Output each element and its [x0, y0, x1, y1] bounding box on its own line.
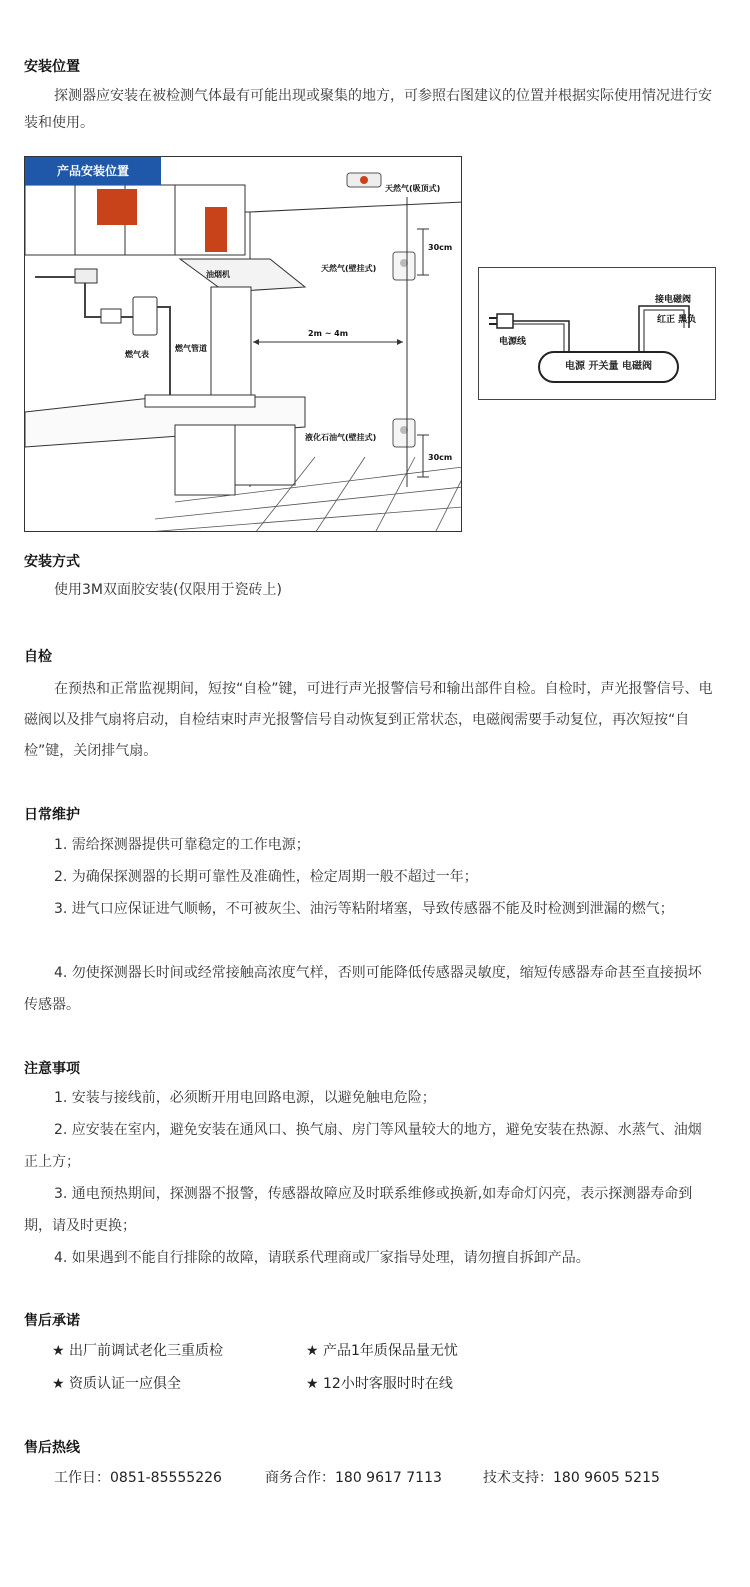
label-wall-ng: 天然气(壁挂式) — [321, 264, 377, 273]
kitchen-illustration — [25, 157, 462, 532]
figure-tag: 产品安装位置 — [25, 157, 161, 185]
self-check-text: 在预热和正常监视期间，短按“自检”键，可进行声光报警信号和输出部件自检。自检时，声光报警信号、电磁阀以及排气扇将启动，自检结束时声光报警信号自动恢复到正常状态，电磁阀需要手动复位，再次短按“自检”键，关闭排气扇。 — [24, 681, 713, 759]
label-range: 2m ~ 4m — [308, 329, 349, 338]
label-ceiling: 天然气(吸顶式) — [385, 184, 441, 193]
install-diagram — [24, 156, 462, 532]
maintenance-item: 2. 为确保探测器的长期可靠性及准确性，检定周期一般不超过一年； — [54, 869, 478, 885]
label-hood: 油烟机 — [206, 270, 230, 279]
terminal-box: 电源 开关量 电磁阀 — [538, 351, 679, 383]
section-heading-self-check: 自检 — [24, 649, 52, 665]
hotline-workday: 工作日：0851-85555226 — [54, 1470, 222, 1486]
promise-item: ★ 资质认证一应俱全 — [52, 1376, 182, 1392]
power-cord-label: 电源线 — [499, 337, 527, 347]
install-position-text: 探测器应安装在被检测气体最有可能出现或聚集的地方，可参照右图建议的位置并根据实际使用情况进行安装和使用。 — [24, 88, 712, 131]
section-heading-hotline: 售后热线 — [24, 1440, 80, 1456]
label-pipe: 燃气管道 — [175, 344, 207, 353]
section-heading-maintenance: 日常维护 — [24, 807, 80, 823]
section-heading-notes: 注意事项 — [24, 1061, 80, 1077]
section-heading-install-method: 安装方式 — [24, 554, 80, 570]
section-heading-promise: 售后承诺 — [24, 1313, 80, 1329]
promise-item: ★ 出厂前调试老化三重质检 — [52, 1343, 224, 1359]
section-heading-install-position: 安装位置 — [24, 59, 80, 75]
notes-item: 1. 安装与接线前，必须断开用电回路电源，以避免触电危险； — [54, 1090, 436, 1106]
promise-item: ★ 产品1年质保品量无忧 — [306, 1343, 458, 1359]
promise-item: ★ 12小时客服时时在线 — [306, 1376, 453, 1392]
notes-item: 3. 通电预热期间，探测器不报警，传感器故障应及时联系维修或换新,如寿命灯闪亮，表示探测器寿命到期，请及时更换； — [24, 1186, 693, 1234]
cabinet-red-2 — [205, 207, 227, 252]
maintenance-item: 1. 需给探测器提供可靠稳定的工作电源； — [54, 837, 310, 853]
maintenance-item: 3. 进气口应保证进气顺畅，不可被灰尘、油污等粘附堵塞，导致传感器不能及时检测到泄漏的燃气； — [54, 901, 674, 917]
label-bottom-distance: 30cm — [428, 453, 453, 462]
polarity-label: 红正 黑负 — [657, 315, 697, 325]
install-method-text: 使用3M双面胶安装(仅限用于瓷砖上) — [54, 582, 282, 598]
maintenance-item: 4. 勿使探测器长时间或经常接触高浓度气样，否则可能降低传感器灵敏度，缩短传感器寿命甚至直接损坏传感器。 — [24, 965, 702, 1013]
notes-item: 4. 如果遇到不能自行排除的故障，请联系代理商或厂家指导处理，请勿擅自拆卸产品。 — [54, 1250, 590, 1266]
cabinet-red-1 — [97, 189, 137, 225]
label-wall-lpg: 液化石油气(壁挂式) — [305, 433, 377, 442]
label-top-distance: 30cm — [428, 243, 453, 252]
valve-label: 接电磁阀 — [655, 295, 692, 305]
notes-item: 2. 应安装在室内，避免安装在通风口、换气扇、房门等风量较大的地方，避免安装在热源、水蒸气、油烟正上方； — [24, 1122, 702, 1170]
wiring-diagram — [478, 267, 716, 400]
label-meter: 燃气表 — [125, 350, 149, 359]
hotline-tech: 技术支持：180 9605 5215 — [483, 1470, 660, 1486]
hotline-business: 商务合作：180 9617 7113 — [265, 1470, 442, 1486]
